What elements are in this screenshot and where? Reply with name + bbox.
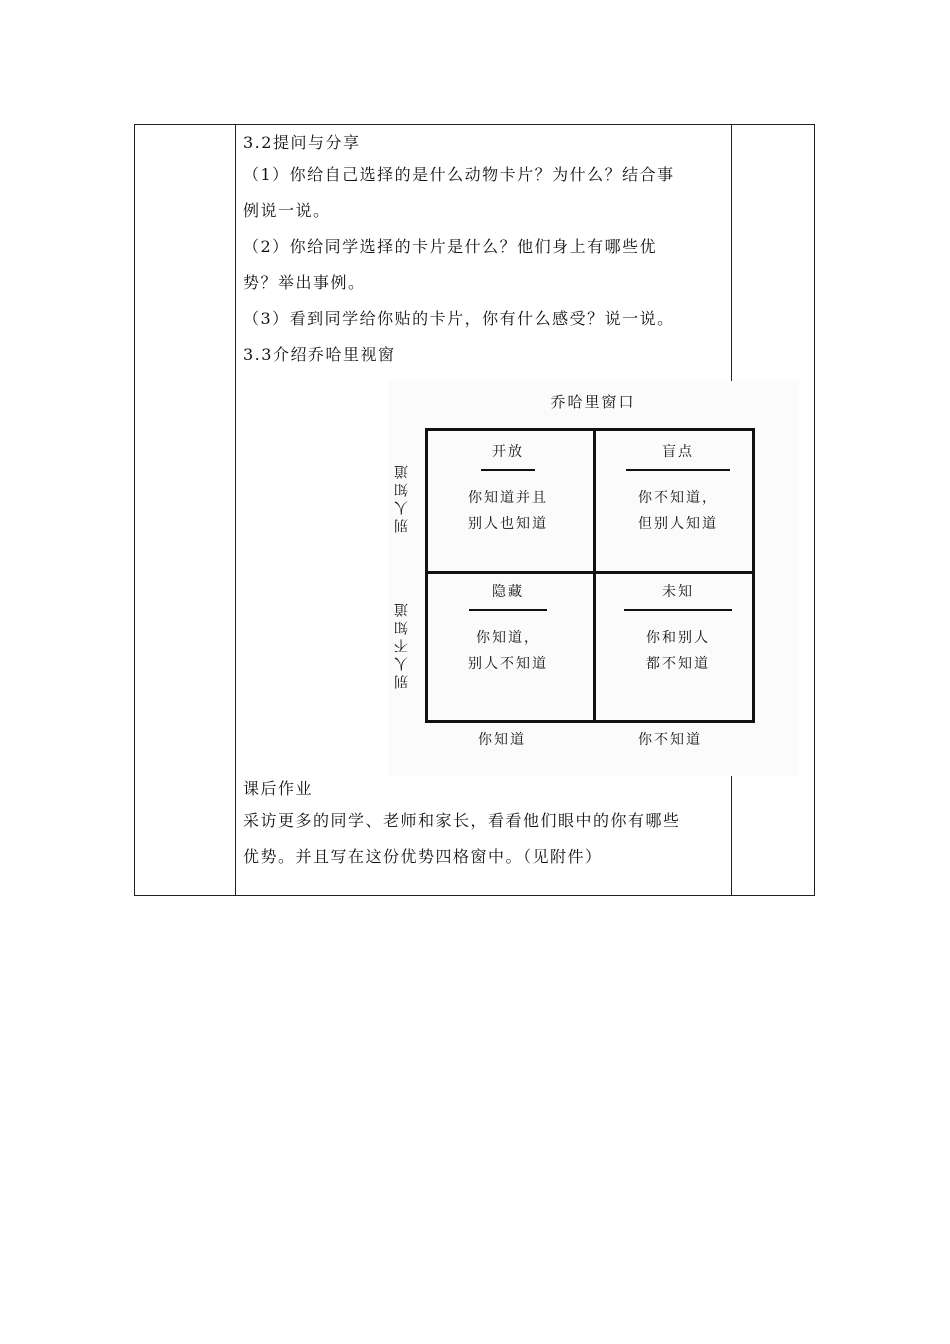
title-underline (624, 609, 732, 611)
question-text: （3）看到同学给你贴的卡片，你有什么感受？说一说。 (243, 309, 675, 328)
quadrant-text: 你知道， (476, 630, 540, 646)
figure-title: 乔哈里窗口 (550, 393, 636, 411)
johari-grid (425, 428, 755, 723)
quadrant-text: 你知道并且 (468, 490, 548, 506)
lesson-table (134, 124, 815, 896)
quadrant-text: 都不知道 (646, 656, 710, 672)
column-divider-left (235, 125, 236, 895)
axis-label-you-know: 你知道 (478, 732, 526, 748)
title-underline (469, 609, 547, 611)
quadrant-blind-spot (603, 441, 753, 537)
grid-divider-vertical (593, 431, 596, 720)
quadrant-hidden (433, 581, 583, 677)
homework-text: 采访更多的同学、老师和家长，看看他们眼中的你有哪些 (243, 811, 681, 830)
quadrant-title: 未知 (662, 584, 694, 600)
quadrant-unknown (603, 581, 753, 677)
lesson-content-cell (243, 129, 725, 879)
quadrant-text: 别人也知道 (468, 516, 548, 532)
quadrant-text: 但别人知道 (638, 516, 718, 532)
grid-divider-horizontal (428, 571, 752, 574)
axis-label-others-know: 别人知道 (394, 461, 410, 533)
title-underline (481, 469, 535, 471)
homework-heading: 课后作业 (243, 779, 314, 798)
quadrant-open (433, 441, 583, 537)
quadrant-text: 你不知道， (638, 490, 718, 506)
section-heading: 3.2提问与分享 (243, 133, 361, 152)
question-text: 势？举出事例。 (243, 273, 366, 292)
question-text: （1）你给自己选择的是什么动物卡片？为什么？结合事 (243, 165, 675, 184)
johari-window-figure (388, 381, 798, 776)
axis-label-others-dont-know: 别人不知道 (394, 599, 410, 689)
quadrant-title: 盲点 (662, 444, 694, 460)
quadrant-title: 隐藏 (492, 584, 524, 600)
question-text: 例说一说。 (243, 201, 331, 220)
quadrant-text: 别人不知道 (468, 656, 548, 672)
quadrant-text: 你和别人 (646, 630, 710, 646)
homework-text: 优势。并且写在这份优势四格窗中。（见附件） (243, 847, 603, 866)
axis-label-you-dont-know: 你不知道 (638, 732, 702, 748)
title-underline (626, 469, 730, 471)
section-heading: 3.3介绍乔哈里视窗 (243, 345, 396, 364)
question-text: （2）你给同学选择的卡片是什么？他们身上有哪些优 (243, 237, 658, 256)
quadrant-title: 开放 (492, 444, 524, 460)
